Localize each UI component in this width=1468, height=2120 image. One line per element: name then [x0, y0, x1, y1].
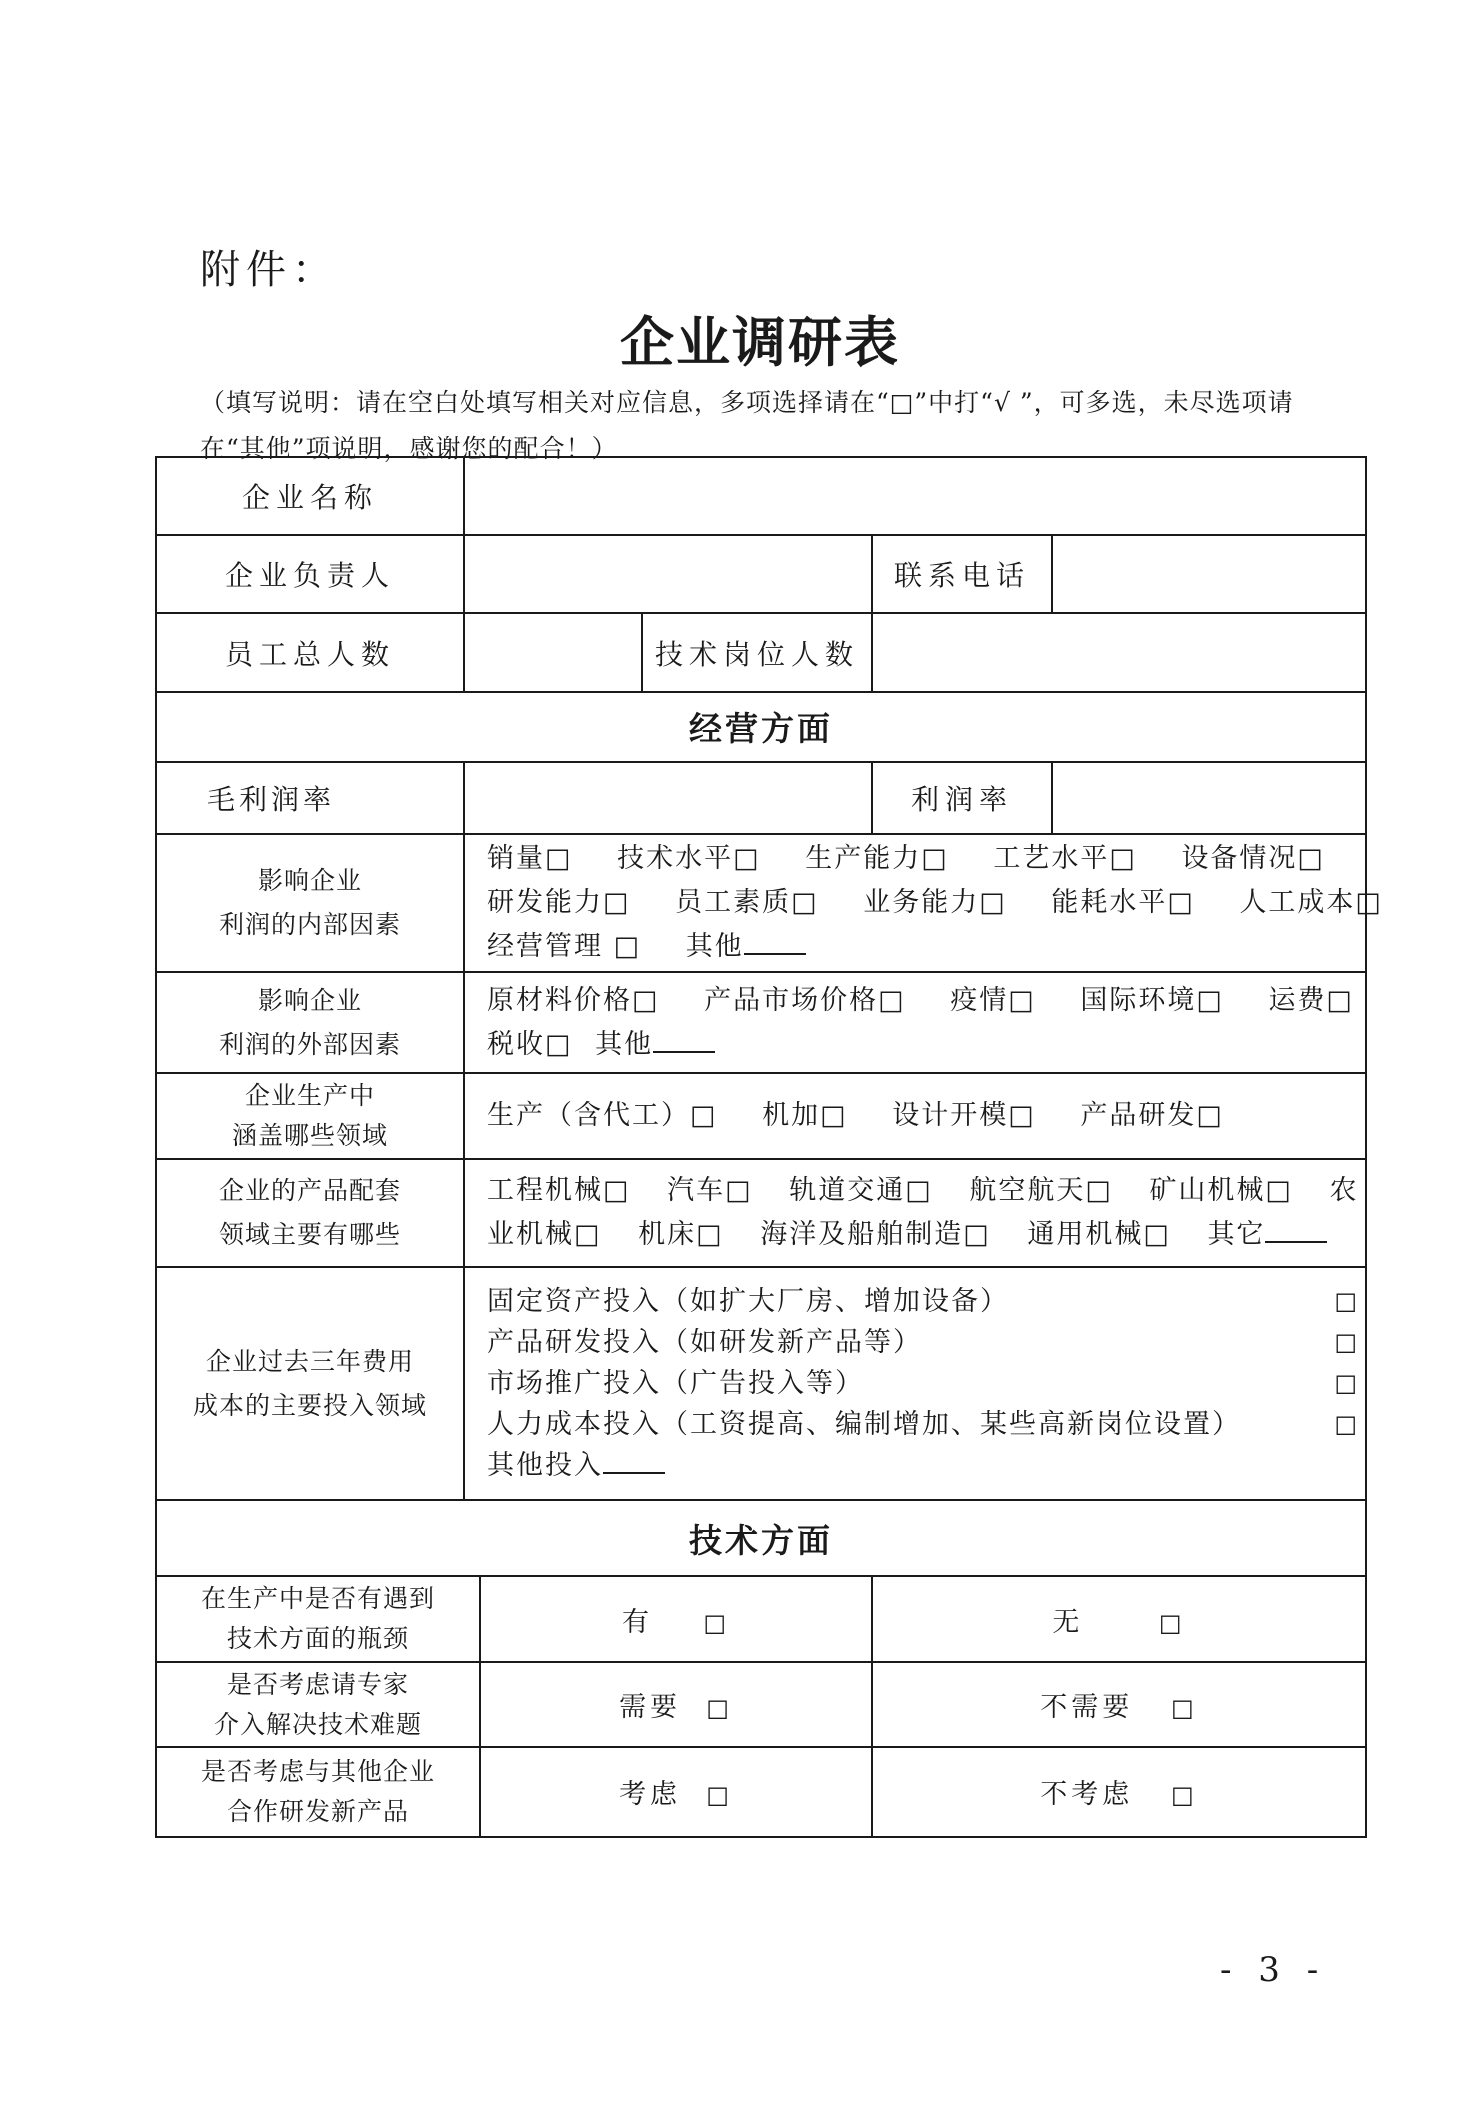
fixed-assets-checkbox[interactable]: □ [1334, 1287, 1360, 1316]
option-mold-design[interactable]: 设计开模□ [892, 1099, 1036, 1131]
option-agricultural-machinery[interactable]: 业机械□ [487, 1219, 602, 1251]
option-fixed-assets[interactable] [487, 1281, 1363, 1322]
option-investment-other[interactable] [487, 1445, 1363, 1486]
company-name-field[interactable] [464, 457, 1366, 535]
matching-label-line1: 企业的产品配套 [218, 1176, 401, 1206]
external-label-line2: 利润的外部因素 [218, 1029, 401, 1059]
row-technical-heading [156, 1500, 1366, 1576]
external-other-blank[interactable] [653, 1025, 715, 1053]
q1-no-option[interactable] [872, 1576, 1366, 1662]
option-raw-material-price[interactable]: 原材料价格□ [487, 984, 660, 1016]
investment-label-line2: 成本的主要投入领域 [192, 1390, 427, 1420]
internal-other-blank[interactable] [744, 927, 806, 955]
internal-label-line1: 影响企业 [257, 866, 362, 896]
investment-label [156, 1267, 464, 1500]
profit-margin-field[interactable] [1052, 762, 1366, 834]
row-company-name [156, 457, 1366, 535]
matching-label-line2: 领域主要有哪些 [218, 1220, 401, 1250]
q2-no-label: 不需要 [1040, 1692, 1134, 1724]
q1-no-label: 无 [1052, 1606, 1084, 1638]
option-staff-quality[interactable]: 员工素质□ [675, 887, 819, 919]
row-joint-rd [156, 1747, 1366, 1837]
option-general-machinery[interactable]: 通用机械□ [1027, 1219, 1171, 1251]
fields-label-line1: 企业生产中 [244, 1080, 375, 1110]
option-rd-capability[interactable]: 研发能力□ [487, 887, 631, 919]
option-aerospace[interactable]: 航空航天□ [969, 1175, 1113, 1207]
q1-yes-checkbox[interactable]: □ [703, 1608, 731, 1637]
option-management[interactable]: 经营管理 □ [487, 931, 642, 963]
option-matching-other[interactable] [1207, 1219, 1327, 1250]
q3-yes-label: 考虑 [619, 1779, 682, 1811]
q3-no-option[interactable] [872, 1747, 1366, 1837]
contact-phone-label: 联系电话 [872, 535, 1052, 613]
option-automotive[interactable]: 汽车□ [667, 1175, 753, 1207]
option-production-capacity[interactable]: 生产能力□ [805, 843, 949, 875]
q2-label-line1: 是否考虑请专家 [226, 1669, 409, 1699]
option-rail-transit[interactable]: 轨道交通□ [789, 1175, 933, 1207]
q1-label-line2: 技术方面的瓶颈 [226, 1624, 409, 1654]
rd-investment-checkbox[interactable]: □ [1334, 1328, 1360, 1357]
tech-positions-label: 技术岗位人数 [642, 613, 872, 691]
row-operations-heading [156, 692, 1366, 762]
option-internal-other[interactable] [686, 931, 806, 962]
fill-instructions: （填写说明：请在空白处填写相关对应信息，多项选择请在“□”中打“√ ”，可多选，未尽选项请在“其他”项说明，感谢您的配合！） [200, 388, 1294, 463]
profit-margin-label: 利润率 [872, 762, 1052, 834]
attachment-label: 附件： [200, 247, 338, 293]
q2-label-line2: 介入解决技术难题 [213, 1709, 422, 1739]
technical-heading: 技术方面 [156, 1500, 1366, 1576]
tech-bottleneck-label [156, 1576, 480, 1662]
option-marketing-investment[interactable] [487, 1363, 1363, 1404]
external-label-line1: 影响企业 [257, 985, 362, 1015]
row-tech-bottleneck [156, 1576, 1366, 1662]
row-internal-factors [156, 834, 1366, 972]
option-market-price[interactable]: 产品市场价格□ [704, 984, 906, 1016]
option-tax[interactable]: 税收□ [487, 1028, 573, 1060]
q2-yes-checkbox[interactable]: □ [706, 1694, 733, 1723]
option-sales[interactable]: 销量□ [487, 843, 573, 875]
internal-label-line2: 利润的内部因素 [218, 910, 401, 940]
q1-yes-option[interactable] [480, 1576, 872, 1662]
row-external-factors [156, 972, 1366, 1072]
option-energy-level[interactable]: 能耗水平□ [1051, 887, 1195, 919]
fields-label-line2: 涵盖哪些领域 [231, 1120, 388, 1150]
external-factors-options [464, 972, 1366, 1072]
option-machining[interactable]: 机加□ [762, 1099, 848, 1131]
q2-yes-option[interactable] [480, 1662, 872, 1746]
q3-no-label: 不考虑 [1040, 1779, 1134, 1811]
q3-label-line1: 是否考虑与其他企业 [200, 1756, 435, 1786]
page-number: - 3 - [1220, 1950, 1327, 1990]
rd-investment-text: 产品研发投入（如研发新产品等） [487, 1327, 922, 1359]
option-marine-shipbuilding[interactable]: 海洋及船舶制造□ [760, 1219, 991, 1251]
option-construction-machinery[interactable]: 工程机械□ [487, 1175, 631, 1207]
option-intl-environment[interactable]: 国际环境□ [1080, 984, 1224, 1016]
matching-other-blank[interactable] [1265, 1215, 1327, 1243]
option-mining-machinery[interactable]: 矿山机械□ [1149, 1175, 1293, 1207]
q1-yes-label: 有 [621, 1606, 653, 1638]
q2-no-checkbox[interactable]: □ [1171, 1694, 1198, 1723]
marketing-investment-text: 市场推广投入（广告投入等） [487, 1368, 864, 1400]
option-product-rd[interactable]: 产品研发□ [1080, 1099, 1224, 1131]
row-employees [156, 613, 1366, 691]
investment-label-line1: 企业过去三年费用 [205, 1346, 414, 1376]
investment-other-label: 其他投入 [487, 1450, 603, 1482]
option-production-oem[interactable]: 生产（含代工）□ [487, 1099, 718, 1131]
matching-other-label: 其它 [1207, 1219, 1266, 1251]
external-other-label: 其他 [595, 1028, 654, 1060]
q2-yes-label: 需要 [619, 1692, 682, 1724]
tech-positions-field[interactable] [872, 613, 1366, 691]
option-labor-cost[interactable]: 人工成本□ [1239, 887, 1383, 919]
labor-investment-text: 人力成本投入（工资提高、编制增加、某些高新岗位设置） [487, 1409, 1241, 1441]
matching-fields-label [156, 1159, 464, 1267]
option-freight[interactable]: 运费□ [1268, 984, 1354, 1016]
row-margins [156, 762, 1366, 834]
labor-investment-checkbox[interactable]: □ [1334, 1410, 1360, 1439]
joint-rd-label [156, 1747, 480, 1837]
operations-heading: 经营方面 [156, 692, 1366, 762]
internal-factors-label [156, 834, 464, 972]
gross-margin-field[interactable] [464, 762, 872, 834]
option-agricultural-start[interactable]: 农 [1329, 1175, 1359, 1207]
row-investment [156, 1267, 1366, 1500]
marketing-investment-checkbox[interactable]: □ [1334, 1369, 1360, 1398]
investment-other-blank[interactable] [603, 1446, 665, 1474]
q3-yes-option[interactable] [480, 1747, 872, 1837]
gross-margin-label: 毛利润率 [156, 762, 464, 834]
option-tech-level[interactable]: 技术水平□ [617, 843, 761, 875]
q3-no-checkbox[interactable]: □ [1171, 1781, 1198, 1810]
total-employees-field[interactable] [464, 613, 642, 691]
option-business-capability[interactable]: 业务能力□ [863, 887, 1007, 919]
row-expert-help [156, 1662, 1366, 1746]
row-matching-fields [156, 1159, 1366, 1267]
internal-other-label: 其他 [685, 931, 744, 963]
row-production-fields [156, 1073, 1366, 1159]
production-fields-label [156, 1073, 464, 1159]
responsible-person-label: 企业负责人 [156, 535, 464, 613]
internal-factors-options [464, 834, 1383, 972]
option-rd-investment[interactable] [487, 1322, 1363, 1363]
production-fields-options [464, 1073, 1366, 1159]
q3-label-line2: 合作研发新产品 [226, 1796, 409, 1826]
row-responsible [156, 535, 1366, 613]
q1-label-line1: 在生产中是否有遇到 [200, 1584, 435, 1614]
survey-form-table [155, 456, 1383, 1838]
option-process-level[interactable]: 工艺水平□ [993, 843, 1137, 875]
q1-no-checkbox[interactable]: □ [1158, 1608, 1186, 1637]
responsible-person-field[interactable] [464, 535, 872, 613]
option-epidemic[interactable]: 疫情□ [950, 984, 1036, 1016]
option-external-other[interactable] [595, 1029, 715, 1060]
matching-fields-options [464, 1159, 1366, 1267]
option-equipment[interactable]: 设备情况□ [1181, 843, 1325, 875]
option-labor-investment[interactable] [487, 1404, 1363, 1445]
fixed-assets-text: 固定资产投入（如扩大厂房、增加设备） [487, 1286, 1009, 1318]
total-employees-label: 员工总人数 [156, 613, 464, 691]
page-title: 企业调研表 [620, 311, 900, 374]
investment-options [464, 1267, 1366, 1500]
contact-phone-field[interactable] [1052, 535, 1366, 613]
external-factors-label [156, 972, 464, 1072]
company-name-label: 企业名称 [156, 457, 464, 535]
option-machine-tools[interactable]: 机床□ [638, 1219, 724, 1251]
q3-yes-checkbox[interactable]: □ [706, 1781, 733, 1810]
expert-help-label [156, 1662, 480, 1746]
q2-no-option[interactable] [872, 1662, 1366, 1746]
